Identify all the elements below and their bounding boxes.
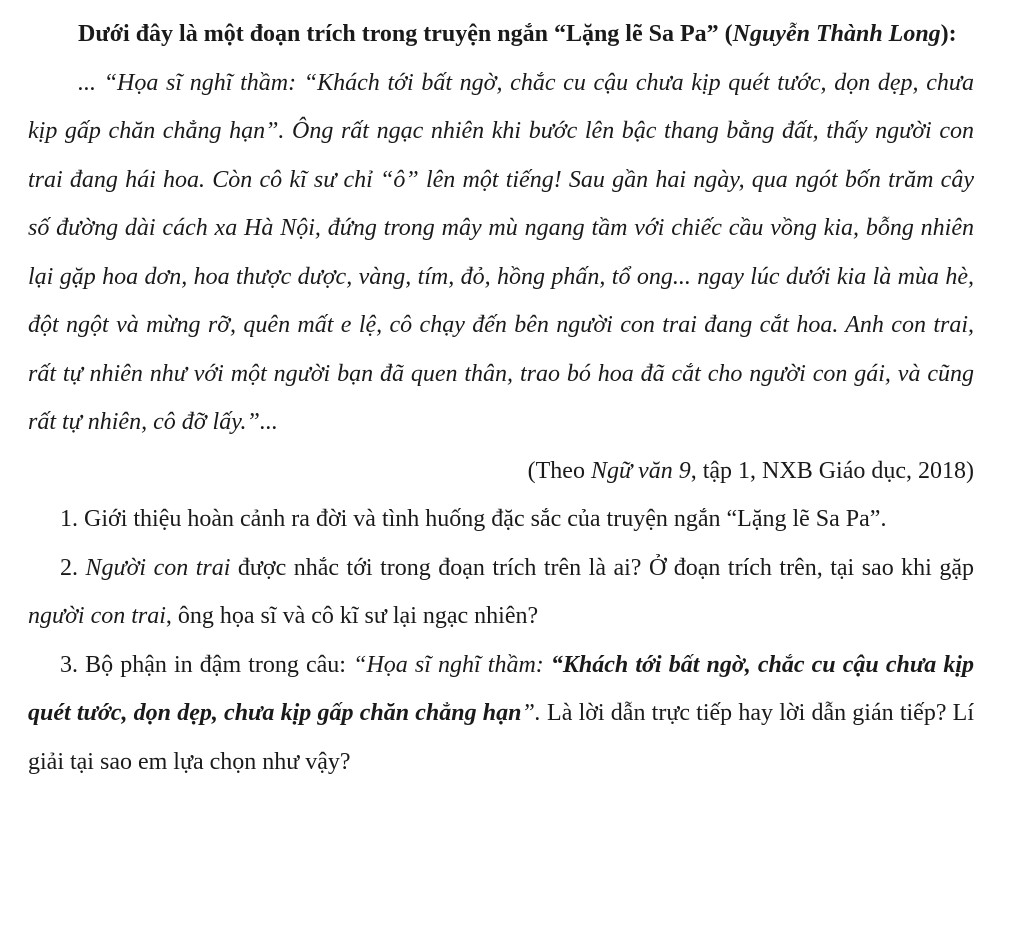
source-book: Ngữ văn 9 [590,457,691,484]
question-2-middle: được nhắc tới trong đoạn trích trên là ai? Ở đoạn trích trên, tại sao khi gặp [230,554,974,581]
excerpt-paragraph: ... “Họa sĩ nghĩ thầm: “Khách tới bất ngờ, chắc cu cậu chưa kịp quét tước, dọn dẹp, chưa kịp gấp chăn chẳng hạn”. Ông rất ngạc nhiên khi bước lên bậc thang bằng đất, thấy người con trai đang hái hoa. Còn cô kĩ sư chỉ “ô” lên một tiếng! Sau gần hai ngày, qua ngót bốn trăm cây số đường dài cách xa Hà Nội, đứng trong mây mù ngang tầm với chiếc cầu vồng kia, bỗng nhiên lại gặp hoa dơn, hoa thược dược, vàng, tím, đỏ, hồng phấn, tổ ong... ngay lúc dưới kia là mùa hè, đột ngột và mừng rỡ, quên mất e lệ, cô chạy đến bên người con trai đang cắt hoa. Anh con trai, rất tự nhiên như với một người bạn đã quen thân, trao bó hoa đã cắt cho người con gái, và cũng rất tự nhiên, cô đỡ lấy.”... [28,69,974,435]
source-prefix: (Theo [527,457,591,484]
question-2 [28,544,974,641]
question-3-quote-start: “Họa sĩ nghĩ thầm: [353,651,551,678]
intro-paragraph [28,10,974,59]
question-2-end: , ông họa sĩ và cô kĩ sư lại ngạc nhiên? [165,603,539,629]
question-3-suffix: Là lời dẫn trực tiếp hay lời dẫn gián tiếp? Lí giải tại sao em lựa chọn như vậy? [28,700,974,775]
intro-end: ): [940,21,957,47]
question-2-italic-2: người con trai [28,603,166,629]
question-3-quote-end: ”. [521,700,541,726]
question-3-bold-part: “Khách tới bất ngờ, chắc cu cậu chưa kịp quét tước, dọn dẹp, chưa kịp gấp chăn chẳng hạn [28,651,974,726]
question-3-prefix: 3. Bộ phận in đậm trong câu: [60,651,354,678]
source-suffix: , tập 1, NXB Giáo dục, 2018) [690,457,974,484]
intro-text: Dưới đây là một đoạn trích trong truyện ngắn “Lặng lẽ Sa Pa” ( [78,21,733,47]
question-2-number: 2. [60,554,86,581]
intro-author: Nguyễn Thành Long [732,21,941,47]
source-citation [28,447,974,496]
question-3 [28,641,974,787]
question-1: 1. Giới thiệu hoàn cảnh ra đời và tình huống đặc sắc của truyện ngắn “Lặng lẽ Sa Pa”. [60,506,887,532]
question-2-italic-1: Người con trai [85,554,231,581]
